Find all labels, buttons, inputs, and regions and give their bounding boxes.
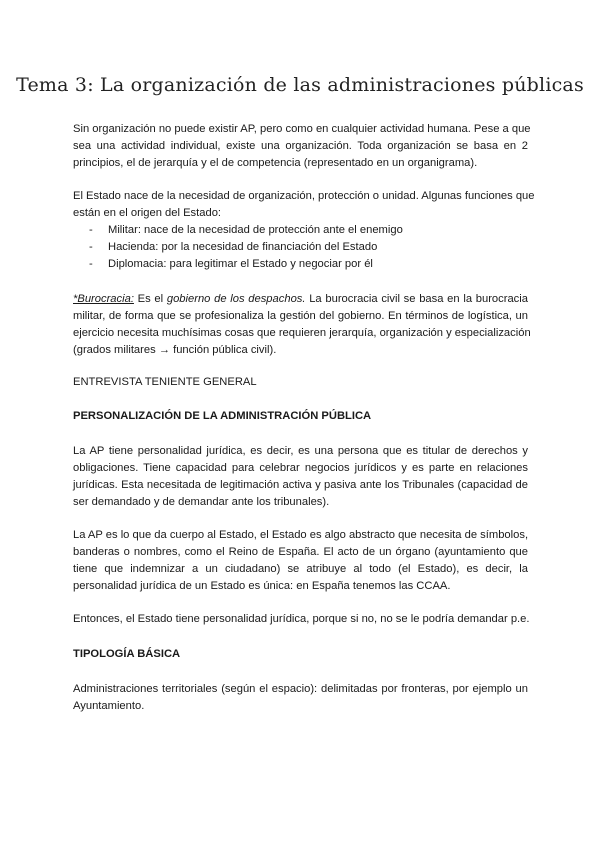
text-line: tiene que indemnizar a un ciudadano) se atribuye al todo (el Estado), es decir, la	[73, 563, 528, 575]
text-line: La AP es lo que da cuerpo al Estado, el Estado es algo abstracto que necesita de símbolos,	[73, 529, 529, 541]
dash-bullet: -	[89, 241, 93, 253]
text-line: principios, el de jerarquía y el de competencia (representado en un organigrama).	[73, 157, 478, 169]
text-line: El Estado nace de la necesidad de organización, protección o unidad. Algunas funciones que	[73, 190, 535, 202]
text-line: militar, de forma que se profesionaliza la gestión del gobierno. En términos de logística, un	[73, 310, 528, 322]
section-heading: TIPOLOGÍA BÁSICA	[73, 648, 181, 660]
list-item-text: Militar: nace de la necesidad de protección ante el enemigo	[108, 224, 403, 236]
text-line: ser demandado y de demandar ante los tribunales).	[73, 496, 330, 508]
intro-paragraph	[73, 121, 531, 172]
text-line: sea una actividad individual, existe una organización. Toda organización se basa en 2	[73, 140, 528, 152]
italic-phrase: gobierno de los despachos.	[166, 293, 306, 305]
text-line: ejercicio necesita muchísimas cosas que requieren jerarquía, organización y especialización	[73, 327, 531, 339]
list-item	[89, 239, 529, 256]
text-line: jurídicas. Esta necesitada de legitimación activa y pasiva ante los Tribunales (capacidad de	[73, 479, 528, 491]
list-item	[89, 256, 529, 273]
funciones-list	[89, 222, 529, 273]
personalidad-paragraph	[73, 443, 528, 511]
page-title: Tema 3: La organización de las administraciones públicas	[16, 74, 584, 96]
list-item	[89, 222, 529, 239]
text-line: banderas o nombres, como el Reino de España. El acto de un órgano (ayuntamiento que	[73, 546, 528, 558]
estado-paragraph	[73, 188, 535, 222]
text-line	[73, 291, 528, 308]
dash-bullet: -	[89, 258, 93, 270]
text-run: Es el	[133, 293, 167, 305]
list-item-text: Hacienda: por la necesidad de financiación del Estado	[108, 241, 378, 253]
text-line: Ayuntamiento.	[73, 700, 145, 712]
estado-cuerpo-paragraph	[73, 527, 528, 595]
text-line: están en el origen del Estado:	[73, 207, 222, 219]
list-item-text: Diplomacia: para legitimar el Estado y negociar por él	[108, 258, 373, 270]
text-line: obligaciones. Tiene capacidad para celebrar negocios jurídicos y es parte en relaciones	[73, 462, 528, 474]
entrevista-label: ENTREVISTA TENIENTE GENERAL	[73, 376, 257, 388]
text-line: La AP tiene personalidad jurídica, es decir, es una persona que es titular de derechos y	[73, 445, 528, 457]
entonces-line: Entonces, el Estado tiene personalidad jurídica, porque si no, no se le podría demandar p.e.	[73, 613, 530, 625]
burocracia-paragraph	[73, 291, 531, 359]
tipologia-paragraph	[73, 681, 528, 715]
text-run: La burocracia civil se basa en la burocracia	[305, 293, 528, 305]
text-line: Sin organización no puede existir AP, pero como en cualquier actividad humana. Pese a que	[73, 123, 531, 135]
text-line: Administraciones territoriales (según el espacio): delimitadas por fronteras, por ejemplo un	[73, 683, 528, 695]
section-heading: PERSONALIZACIÓN DE LA ADMINISTRACIÓN PÚBLICA	[73, 410, 372, 422]
text-line: personalidad jurídica de un Estado es única: en España tenemos las CCAA.	[73, 580, 451, 592]
text-line: (grados militares → función pública civil).	[73, 344, 277, 356]
dash-bullet: -	[89, 224, 93, 236]
burocracia-term: *Burocracia:	[73, 293, 134, 305]
